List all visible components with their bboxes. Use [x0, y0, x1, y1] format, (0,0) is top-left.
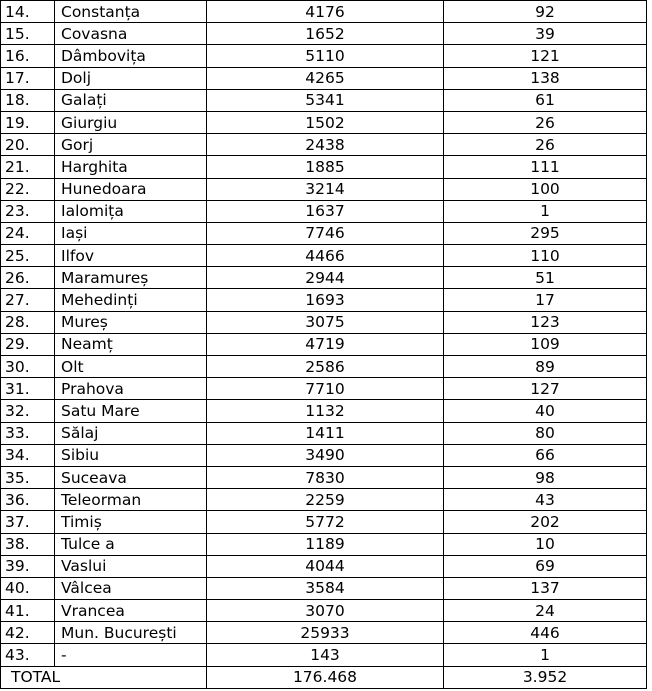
county-name: Vâlcea — [55, 577, 207, 599]
total-value-2: 3.952 — [444, 666, 647, 688]
value-1: 3070 — [207, 600, 444, 622]
value-2: 98 — [444, 466, 647, 488]
row-number: 34. — [1, 444, 55, 466]
value-2: 66 — [444, 444, 647, 466]
table-row — [1, 533, 647, 555]
row-number: 22. — [1, 178, 55, 200]
county-name: Gorj — [55, 134, 207, 156]
table-row — [1, 89, 647, 111]
value-2: 295 — [444, 222, 647, 244]
table-row — [1, 289, 647, 311]
value-1: 1502 — [207, 111, 444, 133]
table-body — [1, 1, 647, 667]
row-number: 19. — [1, 111, 55, 133]
value-2: 69 — [444, 555, 647, 577]
value-2: 111 — [444, 156, 647, 178]
row-number: 40. — [1, 577, 55, 599]
table-row — [1, 644, 647, 666]
value-2: 202 — [444, 511, 647, 533]
value-2: 26 — [444, 111, 647, 133]
value-1: 5110 — [207, 45, 444, 67]
table-row — [1, 134, 647, 156]
value-1: 5341 — [207, 89, 444, 111]
value-2: 61 — [444, 89, 647, 111]
table-row — [1, 267, 647, 289]
row-number: 32. — [1, 400, 55, 422]
row-number: 20. — [1, 134, 55, 156]
value-2: 39 — [444, 23, 647, 45]
value-2: 1 — [444, 200, 647, 222]
value-2: 127 — [444, 378, 647, 400]
value-1: 4176 — [207, 1, 444, 23]
value-2: 109 — [444, 333, 647, 355]
table-row — [1, 444, 647, 466]
county-name: Mun. București — [55, 622, 207, 644]
value-1: 2944 — [207, 267, 444, 289]
row-number: 35. — [1, 466, 55, 488]
county-name: Olt — [55, 356, 207, 378]
value-1: 4719 — [207, 333, 444, 355]
row-number: 36. — [1, 489, 55, 511]
table-row — [1, 600, 647, 622]
table-row — [1, 489, 647, 511]
table-row — [1, 555, 647, 577]
value-1: 1637 — [207, 200, 444, 222]
county-name: Galați — [55, 89, 207, 111]
county-name: Giurgiu — [55, 111, 207, 133]
row-number: 18. — [1, 89, 55, 111]
value-2: 89 — [444, 356, 647, 378]
value-1: 1693 — [207, 289, 444, 311]
table-row — [1, 245, 647, 267]
value-1: 3490 — [207, 444, 444, 466]
table-row — [1, 311, 647, 333]
row-number: 33. — [1, 422, 55, 444]
value-1: 1411 — [207, 422, 444, 444]
table-row — [1, 577, 647, 599]
value-2: 40 — [444, 400, 647, 422]
value-2: 110 — [444, 245, 647, 267]
value-1: 4466 — [207, 245, 444, 267]
county-name: Iași — [55, 222, 207, 244]
county-name: Mehedinți — [55, 289, 207, 311]
value-1: 1189 — [207, 533, 444, 555]
county-name: Sibiu — [55, 444, 207, 466]
value-2: 51 — [444, 267, 647, 289]
county-name: Maramureș — [55, 267, 207, 289]
county-name: Covasna — [55, 23, 207, 45]
value-2: 17 — [444, 289, 647, 311]
value-1: 4044 — [207, 555, 444, 577]
row-number: 39. — [1, 555, 55, 577]
value-1: 7830 — [207, 466, 444, 488]
row-number: 28. — [1, 311, 55, 333]
county-name: Vaslui — [55, 555, 207, 577]
row-number: 43. — [1, 644, 55, 666]
county-name: Hunedoara — [55, 178, 207, 200]
table-row — [1, 378, 647, 400]
value-2: 137 — [444, 577, 647, 599]
value-2: 1 — [444, 644, 647, 666]
table-row — [1, 356, 647, 378]
value-2: 123 — [444, 311, 647, 333]
total-label: TOTAL — [1, 666, 207, 688]
value-2: 26 — [444, 134, 647, 156]
table-row — [1, 466, 647, 488]
value-2: 100 — [444, 178, 647, 200]
value-1: 2586 — [207, 356, 444, 378]
county-name: Sălaj — [55, 422, 207, 444]
row-number: 26. — [1, 267, 55, 289]
county-name: Dâmbovița — [55, 45, 207, 67]
row-number: 16. — [1, 45, 55, 67]
value-2: 43 — [444, 489, 647, 511]
row-number: 38. — [1, 533, 55, 555]
total-value-1: 176.468 — [207, 666, 444, 688]
row-number: 29. — [1, 333, 55, 355]
table-row — [1, 67, 647, 89]
county-name: Teleorman — [55, 489, 207, 511]
value-1: 1885 — [207, 156, 444, 178]
county-name: Timiș — [55, 511, 207, 533]
county-name: - — [55, 644, 207, 666]
value-1: 1132 — [207, 400, 444, 422]
value-1: 3584 — [207, 577, 444, 599]
value-1: 1652 — [207, 23, 444, 45]
row-number: 24. — [1, 222, 55, 244]
county-name: Satu Mare — [55, 400, 207, 422]
total-row — [1, 666, 647, 688]
county-name: Vrancea — [55, 600, 207, 622]
value-2: 138 — [444, 67, 647, 89]
table-row — [1, 422, 647, 444]
table-row — [1, 1, 647, 23]
table-row — [1, 333, 647, 355]
county-name: Ilfov — [55, 245, 207, 267]
value-1: 143 — [207, 644, 444, 666]
value-2: 80 — [444, 422, 647, 444]
row-number: 21. — [1, 156, 55, 178]
value-1: 5772 — [207, 511, 444, 533]
county-name: Suceava — [55, 466, 207, 488]
county-name: Ialomița — [55, 200, 207, 222]
table-row — [1, 622, 647, 644]
value-2: 10 — [444, 533, 647, 555]
county-name: Constanța — [55, 1, 207, 23]
table-row — [1, 222, 647, 244]
row-number: 37. — [1, 511, 55, 533]
row-number: 14. — [1, 1, 55, 23]
table-row — [1, 178, 647, 200]
table-row — [1, 111, 647, 133]
value-1: 7710 — [207, 378, 444, 400]
row-number: 27. — [1, 289, 55, 311]
row-number: 42. — [1, 622, 55, 644]
value-2: 446 — [444, 622, 647, 644]
county-name: Prahova — [55, 378, 207, 400]
value-1: 3214 — [207, 178, 444, 200]
table-row — [1, 156, 647, 178]
table-row — [1, 511, 647, 533]
county-name: Harghita — [55, 156, 207, 178]
value-2: 121 — [444, 45, 647, 67]
value-1: 25933 — [207, 622, 444, 644]
value-1: 2438 — [207, 134, 444, 156]
row-number: 17. — [1, 67, 55, 89]
row-number: 25. — [1, 245, 55, 267]
county-name: Neamț — [55, 333, 207, 355]
row-number: 23. — [1, 200, 55, 222]
table-row — [1, 400, 647, 422]
row-number: 31. — [1, 378, 55, 400]
county-name: Mureș — [55, 311, 207, 333]
value-2: 24 — [444, 600, 647, 622]
row-number: 30. — [1, 356, 55, 378]
table-row — [1, 45, 647, 67]
table-row — [1, 23, 647, 45]
value-1: 2259 — [207, 489, 444, 511]
row-number: 41. — [1, 600, 55, 622]
table-row — [1, 200, 647, 222]
value-1: 4265 — [207, 67, 444, 89]
value-1: 7746 — [207, 222, 444, 244]
row-number: 15. — [1, 23, 55, 45]
value-1: 3075 — [207, 311, 444, 333]
county-name: Tulce a — [55, 533, 207, 555]
county-name: Dolj — [55, 67, 207, 89]
value-2: 92 — [444, 1, 647, 23]
